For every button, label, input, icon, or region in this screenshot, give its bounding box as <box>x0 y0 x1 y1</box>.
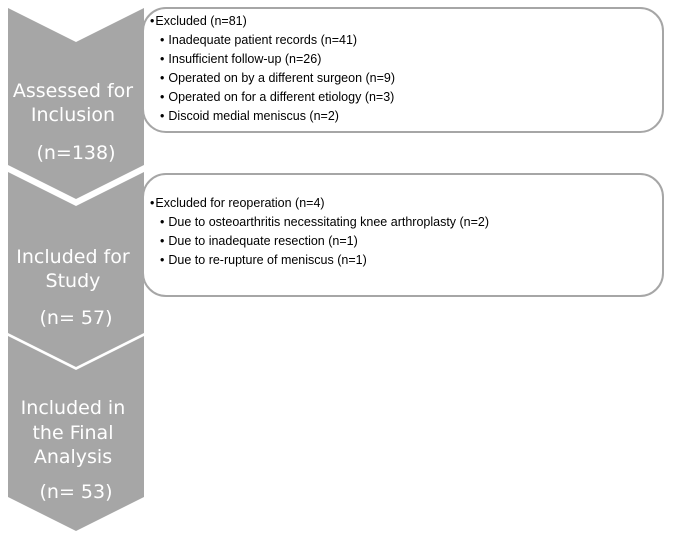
exclusion-box-1 <box>142 7 664 133</box>
exclusion-item: • Inadequate patient records (n=41) <box>160 33 357 47</box>
exclusion-item: • Due to osteoarthritis necessitating knee arthroplasty (n=2) <box>160 215 489 229</box>
stage-2-line-2: Study <box>45 270 101 292</box>
exclusion-item: • Due to re-rupture of meniscus (n=1) <box>160 253 367 267</box>
stage-3-line-2: the Final <box>32 422 114 444</box>
exclusion-box-2 <box>142 173 664 297</box>
stage-3-line-1: Included in <box>20 397 126 419</box>
stage-3-line-3: Analysis <box>33 446 113 468</box>
stage-1-line-2: Inclusion <box>30 104 116 126</box>
exclusion-header: • Excluded for reoperation (n=4) <box>150 196 325 210</box>
exclusion-item: • Operated on for a different etiology (n=3) <box>160 90 394 104</box>
stage-2-line-1: Included for <box>16 246 130 268</box>
stage-1-count: (n=138) <box>36 142 116 164</box>
stage-1-line-1: Assessed for <box>12 80 134 102</box>
exclusion-item: • Operated on by a different surgeon (n=9) <box>160 71 395 85</box>
exclusion-item: • Insufficient follow-up (n=26) <box>160 52 321 66</box>
exclusion-header: • Excluded (n=81) <box>150 14 247 28</box>
stage-3-count: (n= 53) <box>39 481 113 503</box>
stage-2-count: (n= 57) <box>39 307 113 329</box>
exclusion-item: • Discoid medial meniscus (n=2) <box>160 109 339 123</box>
exclusion-item: • Due to inadequate resection (n=1) <box>160 234 358 248</box>
